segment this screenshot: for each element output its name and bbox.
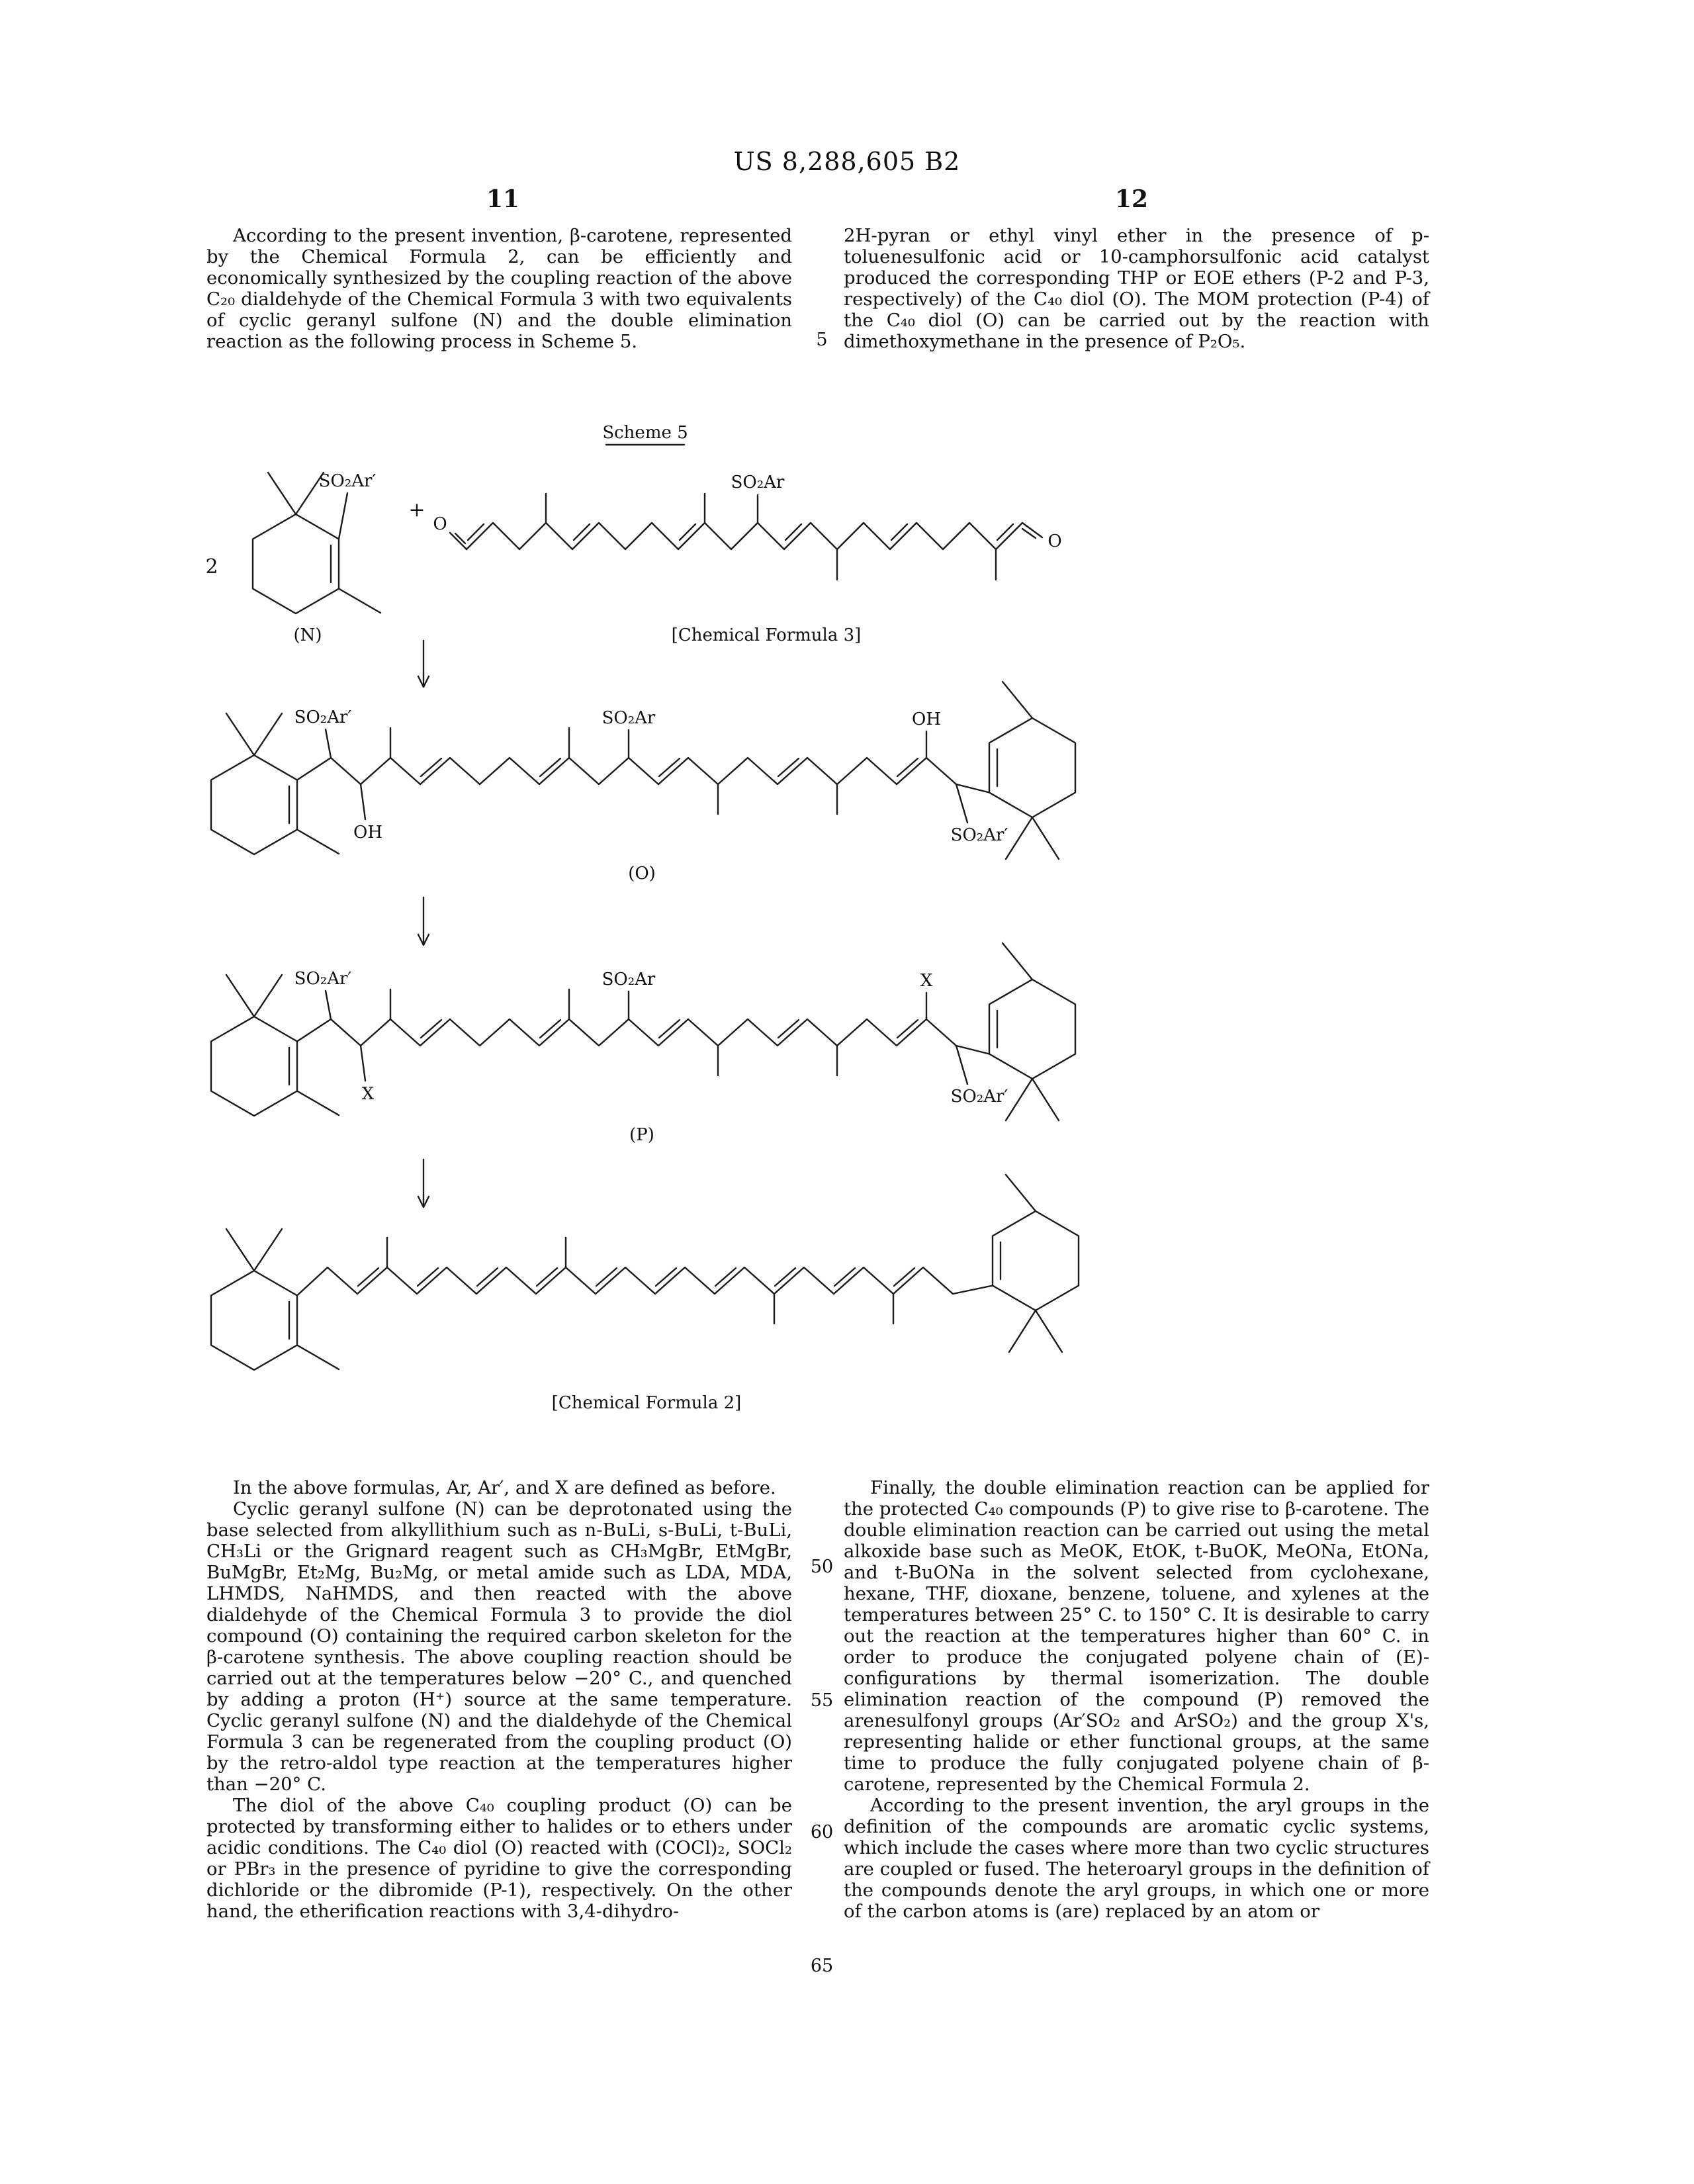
label-x-left: X [361,1084,375,1104]
label-coefficient-2: 2 [205,555,218,578]
label-so2ar-o: SO₂Ar [602,708,656,728]
label-so2ar-prime-o-right: SO₂Ar′ [950,825,1008,845]
beta-carotene-structure [211,1175,1079,1370]
label-oxygen-right: O [1048,531,1062,551]
label-so2ar-prime-n: SO₂Ar′ [318,471,377,491]
label-so2ar-p: SO₂Ar [602,970,656,989]
label-so2ar-prime-p-left: SO₂Ar′ [294,969,352,989]
paragraph: According to the present invention, β-carotene, represented by the Chemical Formula 2, can be efficiently and economically synthesized by the coupling reaction of the above C₂₀ dialdehyde of the Chemical Formula 3 with two equivalents of cyclic geranyl sulfone (N) and the double elimination reaction as the following process in Scheme 5. [206,225,792,352]
line-number-50: 50 [810,1557,834,1577]
label-so2ar-prime-o-left: SO₂Ar′ [294,707,352,727]
label-chemical-formula-3: [Chemical Formula 3] [671,625,862,645]
line-number-65: 65 [810,1956,834,1976]
scheme-title: Scheme 5 [602,423,688,443]
label-oxygen-left: O [433,514,447,534]
label-compound-n: (N) [293,625,322,645]
label-x-right: X [920,971,933,991]
line-number-5: 5 [816,330,828,350]
paragraph: Cyclic geranyl sulfone (N) can be deprotonated using the base selected from alkyllithium such as n-BuLi, s-BuLi, t-BuLi, CH₃Li or the Grignard reagent such as CH₃MgBr, EtMgBr, BuMgBr, Et₂Mg, Bu₂Mg, or metal amide such as LDA, MDA, LHMDS, NaHMDS, and then reacted with the above dialdehyde of the Chemical Formula 3 to provide the diol compound (O) containing the required carbon skeleton for the β-carotene synthesis. The above coupling reaction should be carried out at the temperatures below −20° C., and quenched by adding a proton (H⁺) source at the same temperature. Cyclic geranyl sulfone (N) and the dialdehyde of the Chemical Formula 3 can be regenerated from the coupling product (O) by the retro-aldol type reaction at the temperatures higher than −20° C. [206,1498,792,1795]
label-oh-left: OH [353,823,382,842]
column-number-left: 11 [486,185,520,213]
label-so2ar-prime-p-right: SO₂Ar′ [950,1087,1008,1107]
label-compound-o: (O) [628,864,656,884]
formula-3-structure [450,494,1042,580]
paragraph: In the above formulas, Ar, Ar′, and X are defined as before. [233,1477,776,1498]
label-oh-right: OH [912,709,941,729]
line-number-55: 55 [810,1690,834,1711]
label-compound-p: (P) [629,1125,654,1145]
reaction-arrow-2 [418,897,429,945]
label-plus: + [408,498,425,522]
patent-number: US 8,288,605 B2 [733,147,961,176]
paragraph: According to the present invention, the aryl groups in the definition of the compounds are aromatic cyclic systems, which include the cases where more than two cyclic structures are coupled or fused. The heteroaryl groups in the definition of the compounds denote the aryl groups, in which one or more of the carbon atoms is (are) replaced by an atom or [844,1795,1429,1922]
line-number-60: 60 [810,1822,834,1843]
reaction-arrow-3 [418,1160,429,1207]
paragraph: Finally, the double elimination reaction can be applied for the protected C₄₀ compounds (P) to give rise to β-carotene. The double elimination reaction can be carried out using the metal alkoxide base such as MeOK, EtOK, t-BuOK, MeONa, EtONa, and t-BuONa in the solvent selected from cyclohexane, hexane, THF, dioxane, benzene, toluene, and xylenes at the temperatures between 25° C. to 150° C. It is desirable to carry out the reaction at the temperatures higher than 60° C. in order to produce the conjugated polyene chain of (E)-configurations by thermal isomerization. The double elimination reaction of the compound (P) removed the arenesulfonyl groups (Ar′SO₂ and ArSO₂) and the group X's, representing halide or ether functional groups, at the same time to produce the fully conjugated polyene chain of β-carotene, represented by the Chemical Formula 2. [844,1477,1429,1795]
reaction-arrow-1 [418,641,429,687]
paragraph: The diol of the above C₄₀ coupling product (O) can be protected by transforming either to halides or to ethers under acidic conditions. The C₄₀ diol (O) reacted with (COCl)₂, SOCl₂ or PBr₃ in the presence of pyridine to give the corresponding dichloride or the dibromide (P-1), respectively. On the other hand, the etherification reactions with 3,4-dihydro- [206,1795,792,1922]
paragraph: 2H-pyran or ethyl vinyl ether in the presence of p-toluenesulfonic acid or 10-camphorsulfonic acid catalyst produced the corresponding THP or EOE ethers (P-2 and P-3, respectively) of the C₄₀ diol (O). The MOM protection (P-4) of the C₄₀ diol (O) can be carried out by the reaction with dimethoxymethane in the presence of P₂O₅. [844,225,1429,352]
structure-n [253,473,380,614]
column-number-right: 12 [1114,185,1149,213]
label-chemical-formula-2: [Chemical Formula 2] [551,1393,742,1413]
label-so2ar-cf3: SO₂Ar [731,473,785,492]
